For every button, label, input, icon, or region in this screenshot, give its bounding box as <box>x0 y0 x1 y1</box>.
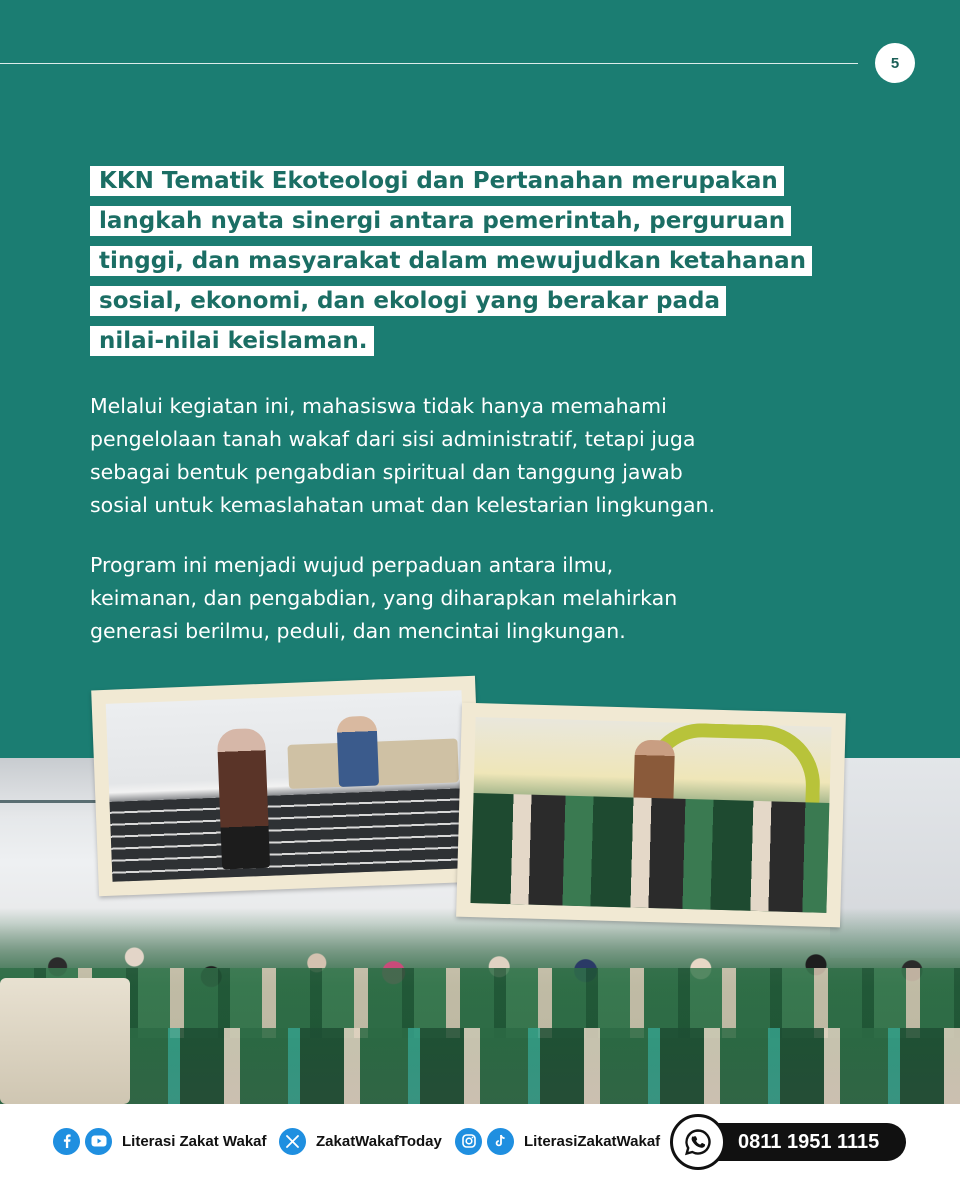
stage-stairs <box>109 788 468 882</box>
social-facebook-youtube[interactable] <box>53 1104 267 1178</box>
instagram-tiktok-handle: LiterasiZakatWakaf <box>524 1132 661 1150</box>
highlight-line: langkah nyata sinergi antara pemerintah, perguruan <box>90 206 890 236</box>
x-icon[interactable] <box>279 1128 306 1155</box>
standing-speaker <box>217 728 270 870</box>
facebook-youtube-handle: Literasi Zakat Wakaf <box>122 1132 267 1150</box>
whatsapp-contact[interactable] <box>672 1123 906 1161</box>
paragraph-line: sosial untuk kemaslahatan umat dan kelestarian lingkungan. <box>90 493 716 517</box>
social-instagram-tiktok[interactable] <box>455 1104 660 1178</box>
tiktok-icon[interactable] <box>487 1128 514 1155</box>
page-number-badge: 5 <box>875 43 915 83</box>
paragraph-line: generasi berilmu, peduli, dan mencintai lingkungan. <box>90 619 626 643</box>
photo-speaker-stage <box>106 690 469 882</box>
whatsapp-icon[interactable] <box>670 1114 726 1170</box>
audience-row <box>0 1028 960 1104</box>
highlight-line: nilai-nilai keislaman. <box>90 326 890 356</box>
photo-frame-speaker <box>91 676 483 897</box>
paragraph-line: pengelolaan tanah wakaf dari sisi administratif, tetapi juga <box>90 427 696 451</box>
highlight-line: sosial, ekonomi, dan ekologi yang berakar pada <box>90 286 890 316</box>
paragraph-line: Program ini menjadi wujud perpaduan antara ilmu, <box>90 553 614 577</box>
paragraph-line: Melalui kegiatan ini, mahasiswa tidak hanya memahami <box>90 394 667 418</box>
hall-railing <box>0 800 110 843</box>
sofa <box>0 978 130 1104</box>
audience-crowd <box>0 908 960 1104</box>
highlight-quote <box>90 166 890 366</box>
x-handle: ZakatWakafToday <box>316 1132 442 1150</box>
highlight-line: tinggi, dan masyarakat dalam mewujudkan ketahanan <box>90 246 890 276</box>
facebook-icon[interactable] <box>53 1128 80 1155</box>
seated-audience <box>470 793 829 913</box>
footer <box>0 1104 960 1200</box>
photo-audience-stage <box>470 717 831 913</box>
instagram-icon[interactable] <box>455 1128 482 1155</box>
body-paragraph-2 <box>90 549 890 648</box>
seated-guest <box>336 716 379 787</box>
youtube-icon[interactable] <box>85 1128 112 1155</box>
body-paragraph-1 <box>90 390 890 522</box>
paragraph-line: sebagai bentuk pengabdian spiritual dan tanggung jawab <box>90 460 683 484</box>
highlight-line: KKN Tematik Ekoteologi dan Pertanahan merupakan <box>90 166 890 196</box>
photo-frame-audience <box>456 703 846 928</box>
top-divider <box>0 63 858 64</box>
whatsapp-number: 0811 1951 1115 <box>738 1131 880 1153</box>
social-x[interactable] <box>279 1104 442 1178</box>
paragraph-line: keimanan, dan pengabdian, yang diharapkan melahirkan <box>90 586 678 610</box>
